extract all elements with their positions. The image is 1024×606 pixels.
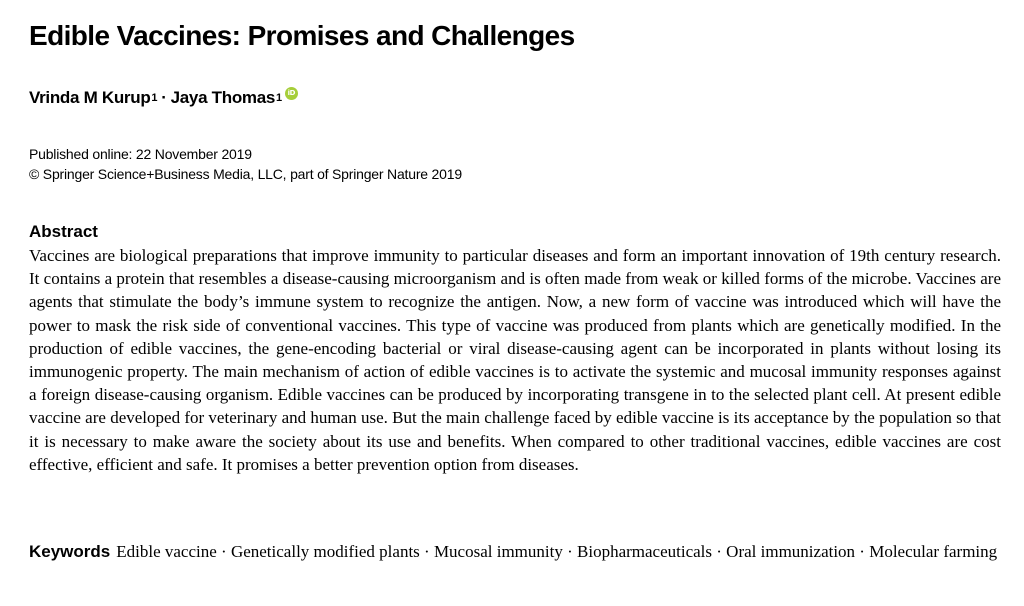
author-list	[29, 86, 298, 110]
keywords-section	[29, 540, 1001, 564]
abstract-text: Vaccines are biological preparations that improve immunity to particular diseases and form an important innovation of 19th century research. It contains a protein that resembles a disease-causing microorganism and is often made from weak or killed forms of the microbe. Vaccines are agents that stimulate the body’s immune system to recognize the antigen. Now, a new form of vaccine was introduced which will have the power to mask the risk side of conventional vaccines. This type of vaccine was produced from plants which are genetically modified. In the production of edible vaccines, the gene-encoding bacterial or viral disease-causing agent can be incorporated in plants without losing its immunogenic property. The main mechanism of action of edible vaccines is to activate the systemic and mucosal immunity responses against a foreign disease-causing organism. Edible vaccines can be produced by incorporating transgene in to the selected plant cell. At present edible vaccine are developed for veterinary and human use. But the main challenge faced by edible vaccine is its acceptance by the population so that it is necessary to make aware the society about its use and benefits. When compared to other traditional vaccines, edible vaccines are cost effective, efficient and safe. It promises a better prevention option from diseases.	[29, 246, 1001, 474]
keywords-list: Edible vaccine · Genetically modified plants · Mucosal immunity · Biopharmaceuticals · Oral immunization · Molecular farming	[116, 542, 998, 561]
published-date: Published online: 22 November 2019	[29, 146, 252, 162]
orcid-icon[interactable]: iD	[285, 87, 298, 100]
author-name[interactable]: Vrinda M Kurup	[29, 88, 151, 107]
author-name[interactable]: Jaya Thomas	[170, 88, 276, 107]
affiliation-marker: 1	[151, 92, 158, 104]
publication-info	[29, 144, 462, 184]
author-separator: ·	[161, 88, 167, 107]
keywords-label: Keywords	[29, 542, 111, 561]
affiliation-marker: 1	[276, 92, 282, 104]
paper-title: Edible Vaccines: Promises and Challenges	[29, 20, 575, 51]
copyright-line: © Springer Science+Business Media, LLC, part of Springer Nature 2019	[29, 166, 462, 182]
abstract-heading: Abstract	[29, 222, 98, 241]
